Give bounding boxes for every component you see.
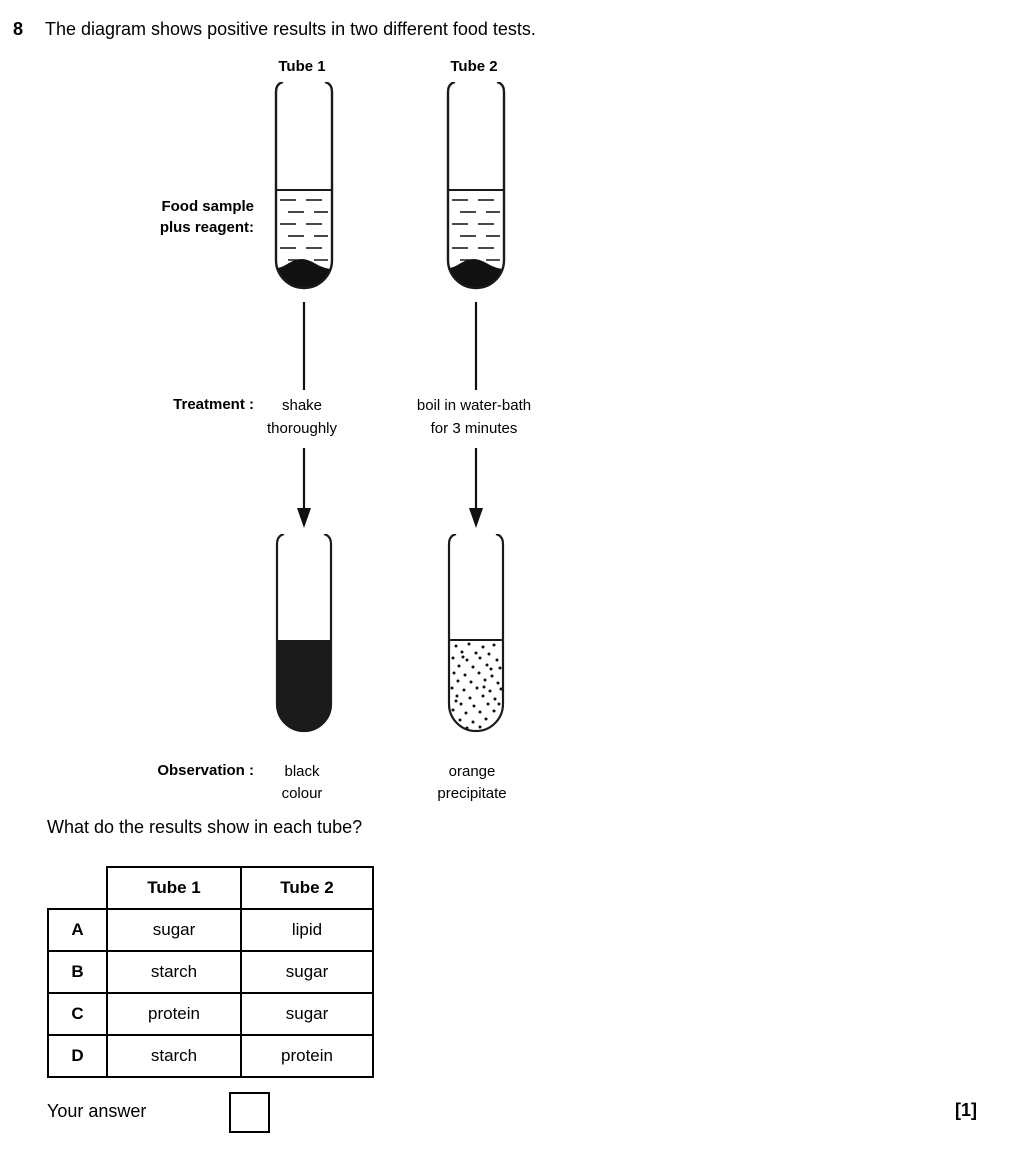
tube-1-after-illustration: [264, 534, 344, 748]
observation-tube-2-line-1: orange: [448, 763, 496, 780]
tube-2-process-arrow: [452, 448, 500, 530]
table-row[interactable]: [48, 951, 373, 993]
column-title-tube-2: Tube 2: [450, 58, 498, 75]
option-a-tube-2: lipid: [241, 909, 373, 951]
option-c-tube-1: protein: [107, 993, 241, 1035]
tube-1-before-illustration: [264, 82, 344, 292]
treatment-tube-1-line-2: thoroughly: [266, 420, 338, 437]
column-title-tube-1: Tube 1: [278, 58, 326, 75]
question-prompt: What do the results show in each tube?: [47, 817, 363, 837]
table-header-row: [48, 867, 373, 909]
answer-input-box[interactable]: [229, 1092, 270, 1133]
treatment-tube-1-line-1: shake: [281, 397, 323, 414]
tube-2-before-illustration: [436, 82, 516, 292]
observation-tube-1-line-2: colour: [281, 785, 323, 802]
table-row[interactable]: [48, 993, 373, 1035]
option-d-tube-1: starch: [107, 1035, 241, 1077]
tube-1-process-arrow: [280, 448, 328, 530]
table-row[interactable]: [48, 1035, 373, 1077]
observation-tube-1-line-1: black: [284, 763, 320, 780]
table-header-tube-2: Tube 2: [241, 867, 373, 909]
table-header-tube-1: Tube 1: [107, 867, 241, 909]
tube-1-connector-line: [280, 300, 328, 392]
option-b-tube-2: sugar: [241, 951, 373, 993]
question-number: 8: [13, 19, 24, 39]
option-c-tube-2: sugar: [241, 993, 373, 1035]
your-answer-label: Your answer: [47, 1101, 147, 1121]
row-label-treatment: Treatment :: [173, 396, 254, 413]
option-letter-a: A: [48, 909, 107, 951]
answer-options-table: [47, 866, 374, 1078]
option-letter-b: B: [48, 951, 107, 993]
option-d-tube-2: protein: [241, 1035, 373, 1077]
observation-tube-2-line-2: precipitate: [437, 785, 507, 802]
row-label-food-sample-line-1: Food sample: [161, 198, 254, 215]
tube-2-after-illustration: [436, 534, 516, 748]
option-letter-d: D: [48, 1035, 107, 1077]
treatment-tube-2-line-2: for 3 minutes: [430, 420, 518, 437]
option-letter-c: C: [48, 993, 107, 1035]
table-corner-cell: [48, 867, 107, 909]
option-b-tube-1: starch: [107, 951, 241, 993]
treatment-tube-2-line-1: boil in water-bath: [416, 397, 532, 414]
option-a-tube-1: sugar: [107, 909, 241, 951]
table-row[interactable]: [48, 909, 373, 951]
question-stem: The diagram shows positive results in two different food tests.: [45, 19, 536, 39]
marks-allocation: [1]: [955, 1100, 977, 1120]
row-label-food-sample-line-2: plus reagent:: [159, 219, 254, 236]
row-label-observation: Observation :: [157, 762, 254, 779]
tube-2-connector-line: [452, 300, 500, 392]
